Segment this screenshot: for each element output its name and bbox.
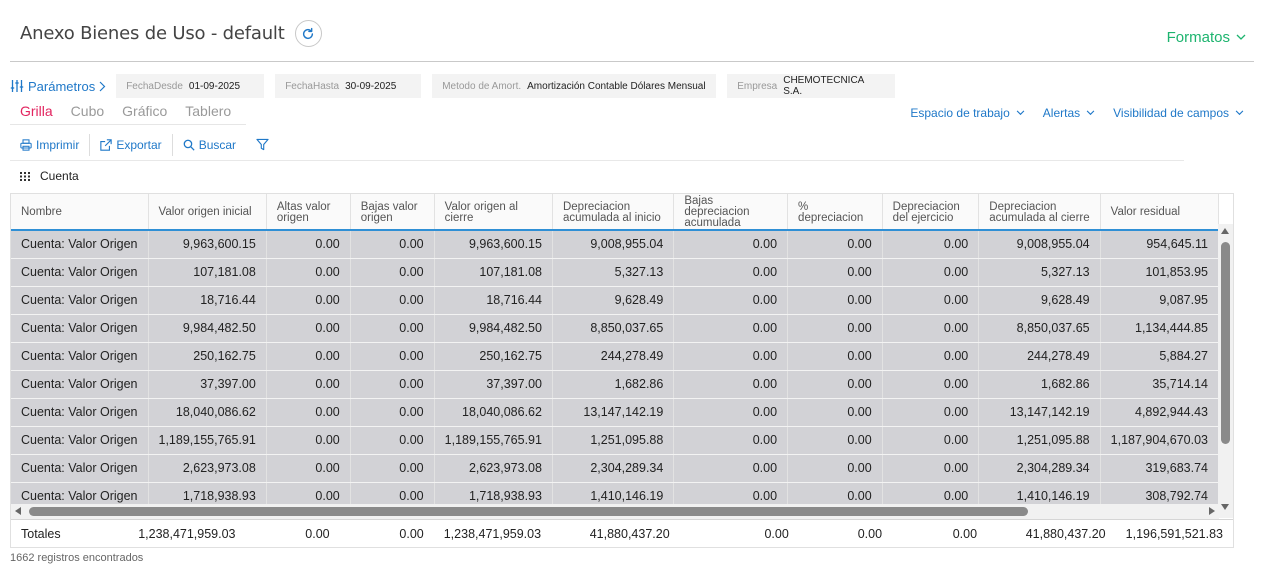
row-value-cell: 4,892,944.43: [1100, 398, 1218, 426]
row-value-cell: 8,850,037.65: [552, 314, 673, 342]
row-value-cell: 5,327.13: [552, 258, 673, 286]
row-value-cell: 8,850,037.65: [979, 314, 1100, 342]
param-fecha-desde[interactable]: [116, 74, 264, 98]
row-value-cell: 0.00: [266, 230, 350, 258]
grid-header-row: [11, 194, 1219, 230]
totals-label: Totales: [11, 520, 128, 548]
row-value-cell: 1,187,904,670.03: [1100, 426, 1218, 454]
row-value-cell: 0.00: [674, 314, 788, 342]
table-row[interactable]: [11, 454, 1219, 482]
row-value-cell: 13,147,142.19: [979, 398, 1100, 426]
drag-handle-icon[interactable]: [20, 171, 30, 181]
row-value-cell: 319,683.74: [1100, 454, 1218, 482]
scroll-right-icon[interactable]: [1209, 507, 1215, 515]
row-value-cell: 0.00: [674, 454, 788, 482]
row-name-cell: Cuenta: Valor Origen: [11, 286, 148, 314]
row-value-cell: 0.00: [350, 454, 434, 482]
row-value-cell: 2,623,973.08: [148, 454, 266, 482]
row-value-cell: 1,682.86: [979, 370, 1100, 398]
table-row[interactable]: [11, 398, 1219, 426]
param-value: 30-09-2025: [345, 80, 397, 92]
row-value-cell: 37,397.00: [434, 370, 552, 398]
totals-value-cell: 1,238,471,959.03: [128, 520, 245, 548]
row-value-cell: 0.00: [266, 398, 350, 426]
column-header[interactable]: Valor residual: [1100, 194, 1218, 230]
row-value-cell: 0.00: [350, 370, 434, 398]
row-value-cell: 9,963,600.15: [148, 230, 266, 258]
totals-value-cell: 41,880,437.20: [987, 520, 1116, 548]
totals-value-cell: 0.00: [799, 520, 892, 548]
export-label: Exportar: [116, 137, 162, 152]
view-tabs: [20, 103, 231, 119]
row-value-cell: 0.00: [788, 426, 883, 454]
totals-value-cell: 0.00: [246, 520, 340, 548]
row-value-cell: 0.00: [350, 482, 434, 506]
vertical-scrollbar[interactable]: [1218, 224, 1233, 518]
row-name-cell: Cuenta: Valor Origen: [11, 342, 148, 370]
column-header[interactable]: Bajas valor origen: [350, 194, 434, 230]
external-link-icon: [100, 139, 112, 151]
param-value: Amortización Contable Dólares Mensual: [527, 80, 706, 92]
right-menus: [910, 106, 1244, 120]
row-value-cell: 0.00: [674, 258, 788, 286]
alertas-menu[interactable]: [1043, 106, 1095, 120]
row-value-cell: 0.00: [788, 286, 883, 314]
formatos-menu[interactable]: [1167, 29, 1246, 46]
row-name-cell: Cuenta: Valor Origen: [11, 258, 148, 286]
row-value-cell: 2,304,289.34: [979, 454, 1100, 482]
column-header[interactable]: Valor origen inicial: [148, 194, 266, 230]
row-value-cell: 250,162.75: [148, 342, 266, 370]
row-value-cell: 37,397.00: [148, 370, 266, 398]
menu-label: Visibilidad de campos: [1113, 106, 1229, 120]
print-label: Imprimir: [36, 137, 80, 152]
row-value-cell: 0.00: [788, 258, 883, 286]
scroll-down-icon[interactable]: [1221, 504, 1229, 510]
chevron-down-icon: [1235, 110, 1244, 116]
row-value-cell: 5,884.27: [1100, 342, 1218, 370]
row-value-cell: 107,181.08: [148, 258, 266, 286]
grid-rows: [11, 230, 1219, 506]
vertical-scroll-thumb[interactable]: [1221, 242, 1230, 444]
row-value-cell: 250,162.75: [434, 342, 552, 370]
param-fecha-hasta[interactable]: [275, 74, 421, 98]
column-header[interactable]: Bajas depreciacion acumulada: [674, 194, 788, 230]
row-value-cell: 0.00: [788, 342, 883, 370]
row-value-cell: 1,189,155,765.91: [434, 426, 552, 454]
chevron-down-icon: [1236, 34, 1246, 41]
row-value-cell: 1,410,146.19: [979, 482, 1100, 506]
row-value-cell: 0.00: [882, 230, 979, 258]
chevron-down-icon: [1016, 110, 1025, 116]
row-value-cell: 0.00: [788, 370, 883, 398]
refresh-icon: [301, 27, 315, 41]
row-value-cell: 18,716.44: [148, 286, 266, 314]
search-icon: [183, 139, 195, 151]
menu-label: Alertas: [1042, 106, 1081, 120]
row-value-cell: 18,716.44: [434, 286, 552, 314]
row-value-cell: 9,628.49: [979, 286, 1100, 314]
filter-button[interactable]: [246, 133, 279, 157]
row-value-cell: 0.00: [788, 314, 883, 342]
table-row[interactable]: [11, 314, 1219, 342]
row-value-cell: 0.00: [674, 230, 788, 258]
row-name-cell: Cuenta: Valor Origen: [11, 482, 148, 506]
row-value-cell: 0.00: [788, 398, 883, 426]
row-value-cell: 0.00: [350, 342, 434, 370]
row-value-cell: 9,628.49: [552, 286, 673, 314]
tab-grilla[interactable]: Grilla: [20, 103, 53, 119]
row-value-cell: 18,040,086.62: [148, 398, 266, 426]
horizontal-scroll-thumb[interactable]: [29, 507, 1028, 516]
row-value-cell: 0.00: [350, 314, 434, 342]
title-row: [20, 20, 322, 47]
totals-value-cell: 0.00: [340, 520, 434, 548]
table-row[interactable]: [11, 426, 1219, 454]
param-label: FechaHasta: [285, 80, 340, 92]
row-value-cell: 0.00: [674, 482, 788, 506]
horizontal-scrollbar[interactable]: [11, 504, 1219, 519]
row-name-cell: Cuenta: Valor Origen: [11, 426, 148, 454]
row-value-cell: 1,718,938.93: [148, 482, 266, 506]
row-value-cell: 0.00: [674, 398, 788, 426]
row-value-cell: 1,134,444.85: [1100, 314, 1218, 342]
table-row[interactable]: [11, 230, 1219, 258]
column-header[interactable]: Altas valor origen: [266, 194, 350, 230]
row-value-cell: 1,251,095.88: [979, 426, 1100, 454]
row-value-cell: 0.00: [882, 370, 979, 398]
export-button[interactable]: [90, 133, 171, 157]
row-value-cell: 244,278.49: [979, 342, 1100, 370]
sliders-icon: [10, 79, 24, 93]
row-value-cell: 954,645.11: [1100, 230, 1218, 258]
param-value: 01-09-2025: [188, 80, 241, 92]
param-label: Metodo de Amort.: [442, 80, 522, 92]
column-header[interactable]: % depreciacion: [788, 194, 883, 230]
row-value-cell: 0.00: [266, 342, 350, 370]
row-value-cell: 9,008,955.04: [979, 230, 1100, 258]
row-value-cell: 107,181.08: [434, 258, 552, 286]
row-value-cell: 101,853.95: [1100, 258, 1218, 286]
param-value: CHEMOTECNICA S.A.: [783, 75, 864, 97]
totals-row: [11, 519, 1233, 548]
row-value-cell: 2,304,289.34: [552, 454, 673, 482]
params-row: [10, 74, 906, 98]
visibilidad-campos-menu[interactable]: [1113, 106, 1244, 120]
row-value-cell: 13,147,142.19: [552, 398, 673, 426]
espacio-trabajo-menu[interactable]: [910, 106, 1024, 120]
formatos-label: Formatos: [1166, 29, 1230, 46]
column-header[interactable]: Depreciacion del ejercicio: [882, 194, 979, 230]
row-value-cell: 0.00: [674, 342, 788, 370]
table-row[interactable]: [11, 342, 1219, 370]
row-value-cell: 0.00: [788, 230, 883, 258]
tab-cubo[interactable]: Cubo: [70, 103, 105, 119]
row-value-cell: 9,087.95: [1100, 286, 1218, 314]
grid-body: [11, 194, 1219, 506]
row-value-cell: 0.00: [882, 342, 979, 370]
totals-cells: [11, 520, 1233, 548]
totals-value-cell: 1,196,591,521.83: [1116, 520, 1233, 548]
data-grid: [10, 193, 1234, 548]
totals-value-cell: 1,238,471,959.03: [434, 520, 551, 548]
totals-value-cell: 0.00: [892, 520, 987, 548]
row-value-cell: 0.00: [266, 454, 350, 482]
row-value-cell: 0.00: [266, 370, 350, 398]
table-row[interactable]: [11, 286, 1219, 314]
row-value-cell: 0.00: [882, 454, 979, 482]
row-value-cell: 35,714.14: [1100, 370, 1218, 398]
scroll-left-icon[interactable]: [15, 507, 21, 515]
row-value-cell: 308,792.74: [1100, 482, 1218, 506]
column-header[interactable]: Valor origen al cierre: [434, 194, 552, 230]
print-button[interactable]: [10, 133, 89, 157]
row-value-cell: 9,984,482.50: [148, 314, 266, 342]
row-value-cell: 0.00: [882, 426, 979, 454]
menu-label: Espacio de trabajo: [910, 106, 1010, 120]
row-value-cell: 0.00: [266, 314, 350, 342]
table-row[interactable]: [11, 482, 1219, 506]
scroll-up-icon[interactable]: [1221, 228, 1229, 234]
tab-grafico[interactable]: Gráfico: [122, 103, 168, 119]
row-value-cell: 0.00: [882, 286, 979, 314]
param-label: FechaDesde: [126, 80, 183, 92]
row-value-cell: 0.00: [674, 370, 788, 398]
row-value-cell: 1,251,095.88: [552, 426, 673, 454]
row-value-cell: 18,040,086.62: [434, 398, 552, 426]
totals-value-cell: 0.00: [680, 520, 799, 548]
row-value-cell: 0.00: [882, 398, 979, 426]
row-value-cell: 0.00: [674, 426, 788, 454]
param-metodo-amort[interactable]: [432, 74, 716, 98]
row-name-cell: Cuenta: Valor Origen: [11, 230, 148, 258]
row-value-cell: 0.00: [266, 426, 350, 454]
row-value-cell: 9,984,482.50: [434, 314, 552, 342]
row-value-cell: 0.00: [788, 454, 883, 482]
toolbar: [10, 129, 1184, 161]
table-row[interactable]: [11, 258, 1219, 286]
refresh-button[interactable]: [295, 20, 322, 47]
row-value-cell: 9,008,955.04: [552, 230, 673, 258]
row-value-cell: 2,623,973.08: [434, 454, 552, 482]
row-value-cell: 1,189,155,765.91: [148, 426, 266, 454]
row-name-cell: Cuenta: Valor Origen: [11, 454, 148, 482]
row-value-cell: 0.00: [350, 426, 434, 454]
column-header[interactable]: Depreciacion acumulada al inicio: [552, 194, 673, 230]
tabs-divider: [10, 124, 246, 125]
totals-table: [11, 520, 1233, 548]
row-value-cell: 1,682.86: [552, 370, 673, 398]
filter-icon: [256, 138, 269, 151]
header-divider: [10, 61, 1254, 62]
chevron-right-icon: [99, 81, 106, 92]
row-value-cell: 244,278.49: [552, 342, 673, 370]
param-empresa[interactable]: [727, 74, 895, 98]
row-value-cell: 0.00: [266, 482, 350, 506]
column-header[interactable]: Depreciacion acumulada al cierre: [979, 194, 1100, 230]
row-name-cell: Cuenta: Valor Origen: [11, 314, 148, 342]
search-button[interactable]: [173, 133, 246, 157]
row-value-cell: 0.00: [350, 286, 434, 314]
row-value-cell: 0.00: [882, 314, 979, 342]
table-row[interactable]: [11, 370, 1219, 398]
tab-tablero[interactable]: Tablero: [185, 103, 232, 119]
row-value-cell: 1,718,938.93: [434, 482, 552, 506]
printer-icon: [20, 139, 32, 151]
search-label: Buscar: [198, 137, 237, 152]
row-value-cell: 9,963,600.15: [434, 230, 552, 258]
row-value-cell: 0.00: [882, 482, 979, 506]
parametros-label: Parámetros: [28, 78, 96, 94]
row-value-cell: 1,410,146.19: [552, 482, 673, 506]
param-label: Empresa: [737, 80, 778, 92]
row-value-cell: 0.00: [674, 286, 788, 314]
records-count: 1662 registros encontrados: [10, 552, 144, 564]
row-value-cell: 0.00: [266, 286, 350, 314]
chevron-down-icon: [1086, 110, 1095, 116]
grouping-label[interactable]: Cuenta: [40, 169, 79, 183]
row-value-cell: 0.00: [788, 482, 883, 506]
row-name-cell: Cuenta: Valor Origen: [11, 370, 148, 398]
row-value-cell: 0.00: [350, 258, 434, 286]
row-name-cell: Cuenta: Valor Origen: [11, 398, 148, 426]
totals-value-cell: 41,880,437.20: [551, 520, 680, 548]
row-value-cell: 0.00: [350, 230, 434, 258]
grouping-row: [20, 169, 79, 183]
row-value-cell: 0.00: [350, 398, 434, 426]
page-title: Anexo Bienes de Uso - default: [20, 23, 285, 44]
parametros-toggle[interactable]: [10, 79, 106, 94]
grid-table: [11, 194, 1219, 506]
row-value-cell: 0.00: [882, 258, 979, 286]
row-value-cell: 0.00: [266, 258, 350, 286]
row-value-cell: 5,327.13: [979, 258, 1100, 286]
column-header[interactable]: Nombre: [11, 194, 148, 230]
